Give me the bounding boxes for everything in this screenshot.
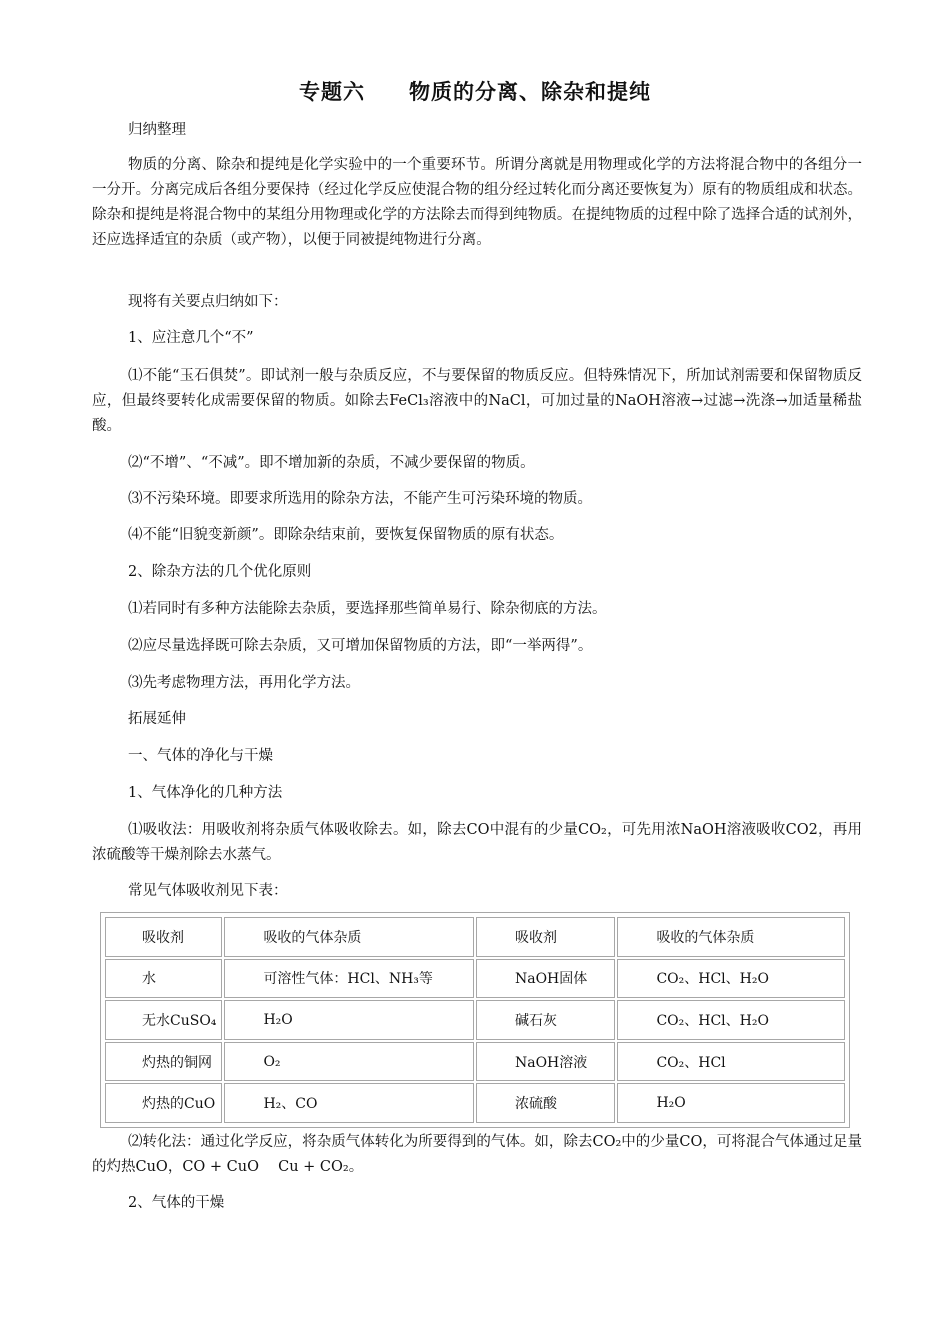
table-row: [105, 959, 845, 999]
gas-section-heading: 一、气体的净化与干燥: [128, 748, 273, 764]
summary-heading: 归纳整理: [128, 122, 186, 138]
point1-item2: ⑵“不增”、“不减”。即不增加新的杂质，不减少要保留的物质。: [128, 455, 535, 471]
table-cell: CO₂、HCl、H₂O: [617, 1000, 845, 1040]
table-row: [105, 1083, 845, 1123]
header-cell: 吸收的气体杂质: [224, 917, 474, 957]
header-cell: 吸收的气体杂质: [617, 917, 845, 957]
point2-item2: ⑵应尽量选择既可除去杂质，又可增加保留物质的方法，即“一举两得”。: [128, 638, 593, 654]
table-intro: 常见气体吸收剂见下表：: [128, 883, 288, 899]
extension-heading: 拓展延伸: [128, 711, 186, 727]
point1-heading: 1、应注意几个“不”: [128, 330, 254, 346]
table-row: [105, 1000, 845, 1040]
table-cell: NaOH溶液: [476, 1042, 615, 1082]
gas-dry-heading: 2、气体的干燥: [128, 1195, 225, 1211]
table-cell: H₂O: [224, 1000, 474, 1040]
gas-purify-heading: 1、气体净化的几种方法: [128, 785, 283, 801]
point2-item1: ⑴若同时有多种方法能除去杂质，要选择那些简单易行、除杂彻底的方法。: [128, 601, 607, 617]
point1-item1: ⑴不能“玉石俱焚”。即试剂一般与杂质反应，不与要保留的物质反应。但特殊情况下，所加试剂需要和保留物质反应，但最终要转化成需要保留的物质。如除去FeCl₃溶液中的NaCl，可加过量的NaOH溶液→过滤→洗涤→加适量稀盐酸。: [92, 368, 862, 434]
table-cell: 水: [105, 959, 222, 999]
point2-heading: 2、除杂方法的几个优化原则: [128, 564, 312, 580]
intro-paragraph: 物质的分离、除杂和提纯是化学实验中的一个重要环节。所谓分离就是用物理或化学的方法将混合物中的各组分一一分开。分离完成后各组分要保持（经过化学反应使混合物的组分经过转化而分离还要恢复为）原有的物质组成和状态。除杂和提纯是将混合物中的某组分用物理或化学的方法除去而得到纯物质。在提纯物质的过程中除了选择合适的试剂外，还应选择适宜的杂质（或产物），以便于同被提纯物进行分离。: [92, 157, 862, 248]
table-cell: 灼热的CuO: [105, 1083, 222, 1123]
table-cell: CO₂、HCl、H₂O: [617, 959, 845, 999]
header-cell: 吸收剂: [476, 917, 615, 957]
table-cell: 灼热的铜网: [105, 1042, 222, 1082]
table-cell: 浓硫酸: [476, 1083, 615, 1123]
convert-method-paragraph: ⑵转化法：通过化学反应，将杂质气体转化为所要得到的气体。如，除去CO₂中的少量CO，可将混合气体通过足量的灼热CuO，CO + CuO Cu + CO₂。: [92, 1134, 862, 1175]
table-cell: 可溶性气体：HCl、NH₃等: [224, 959, 474, 999]
absorb-method-paragraph: ⑴吸收法：用吸收剂将杂质气体吸收除去。如，除去CO中混有的少量CO₂，可先用浓NaOH溶液吸收CO2，再用浓硫酸等干燥剂除去水蒸气。: [92, 822, 862, 863]
header-cell: 吸收剂: [105, 917, 222, 957]
table-cell: H₂O: [617, 1083, 845, 1123]
table-cell: H₂、CO: [224, 1083, 474, 1123]
point1-item3: ⑶不污染环境。即要求所选用的除杂方法，不能产生可污染环境的物质。: [128, 491, 592, 507]
points-intro: 现将有关要点归纳如下：: [128, 294, 288, 310]
table-row: [105, 1042, 845, 1082]
point2-item3: ⑶先考虑物理方法，再用化学方法。: [128, 675, 360, 691]
table-cell: 碱石灰: [476, 1000, 615, 1040]
table-cell: NaOH固体: [476, 959, 615, 999]
point1-item4: ⑷不能“旧貌变新颜”。即除杂结束前，要恢复保留物质的原有状态。: [128, 527, 564, 543]
table-cell: O₂: [224, 1042, 474, 1082]
table-cell: CO₂、HCl: [617, 1042, 845, 1082]
table-header-row: [105, 917, 845, 957]
absorbent-table: [100, 912, 850, 1128]
page-title: 专题六 物质的分离、除杂和提纯: [299, 80, 651, 104]
table-cell: 无水CuSO₄: [105, 1000, 222, 1040]
